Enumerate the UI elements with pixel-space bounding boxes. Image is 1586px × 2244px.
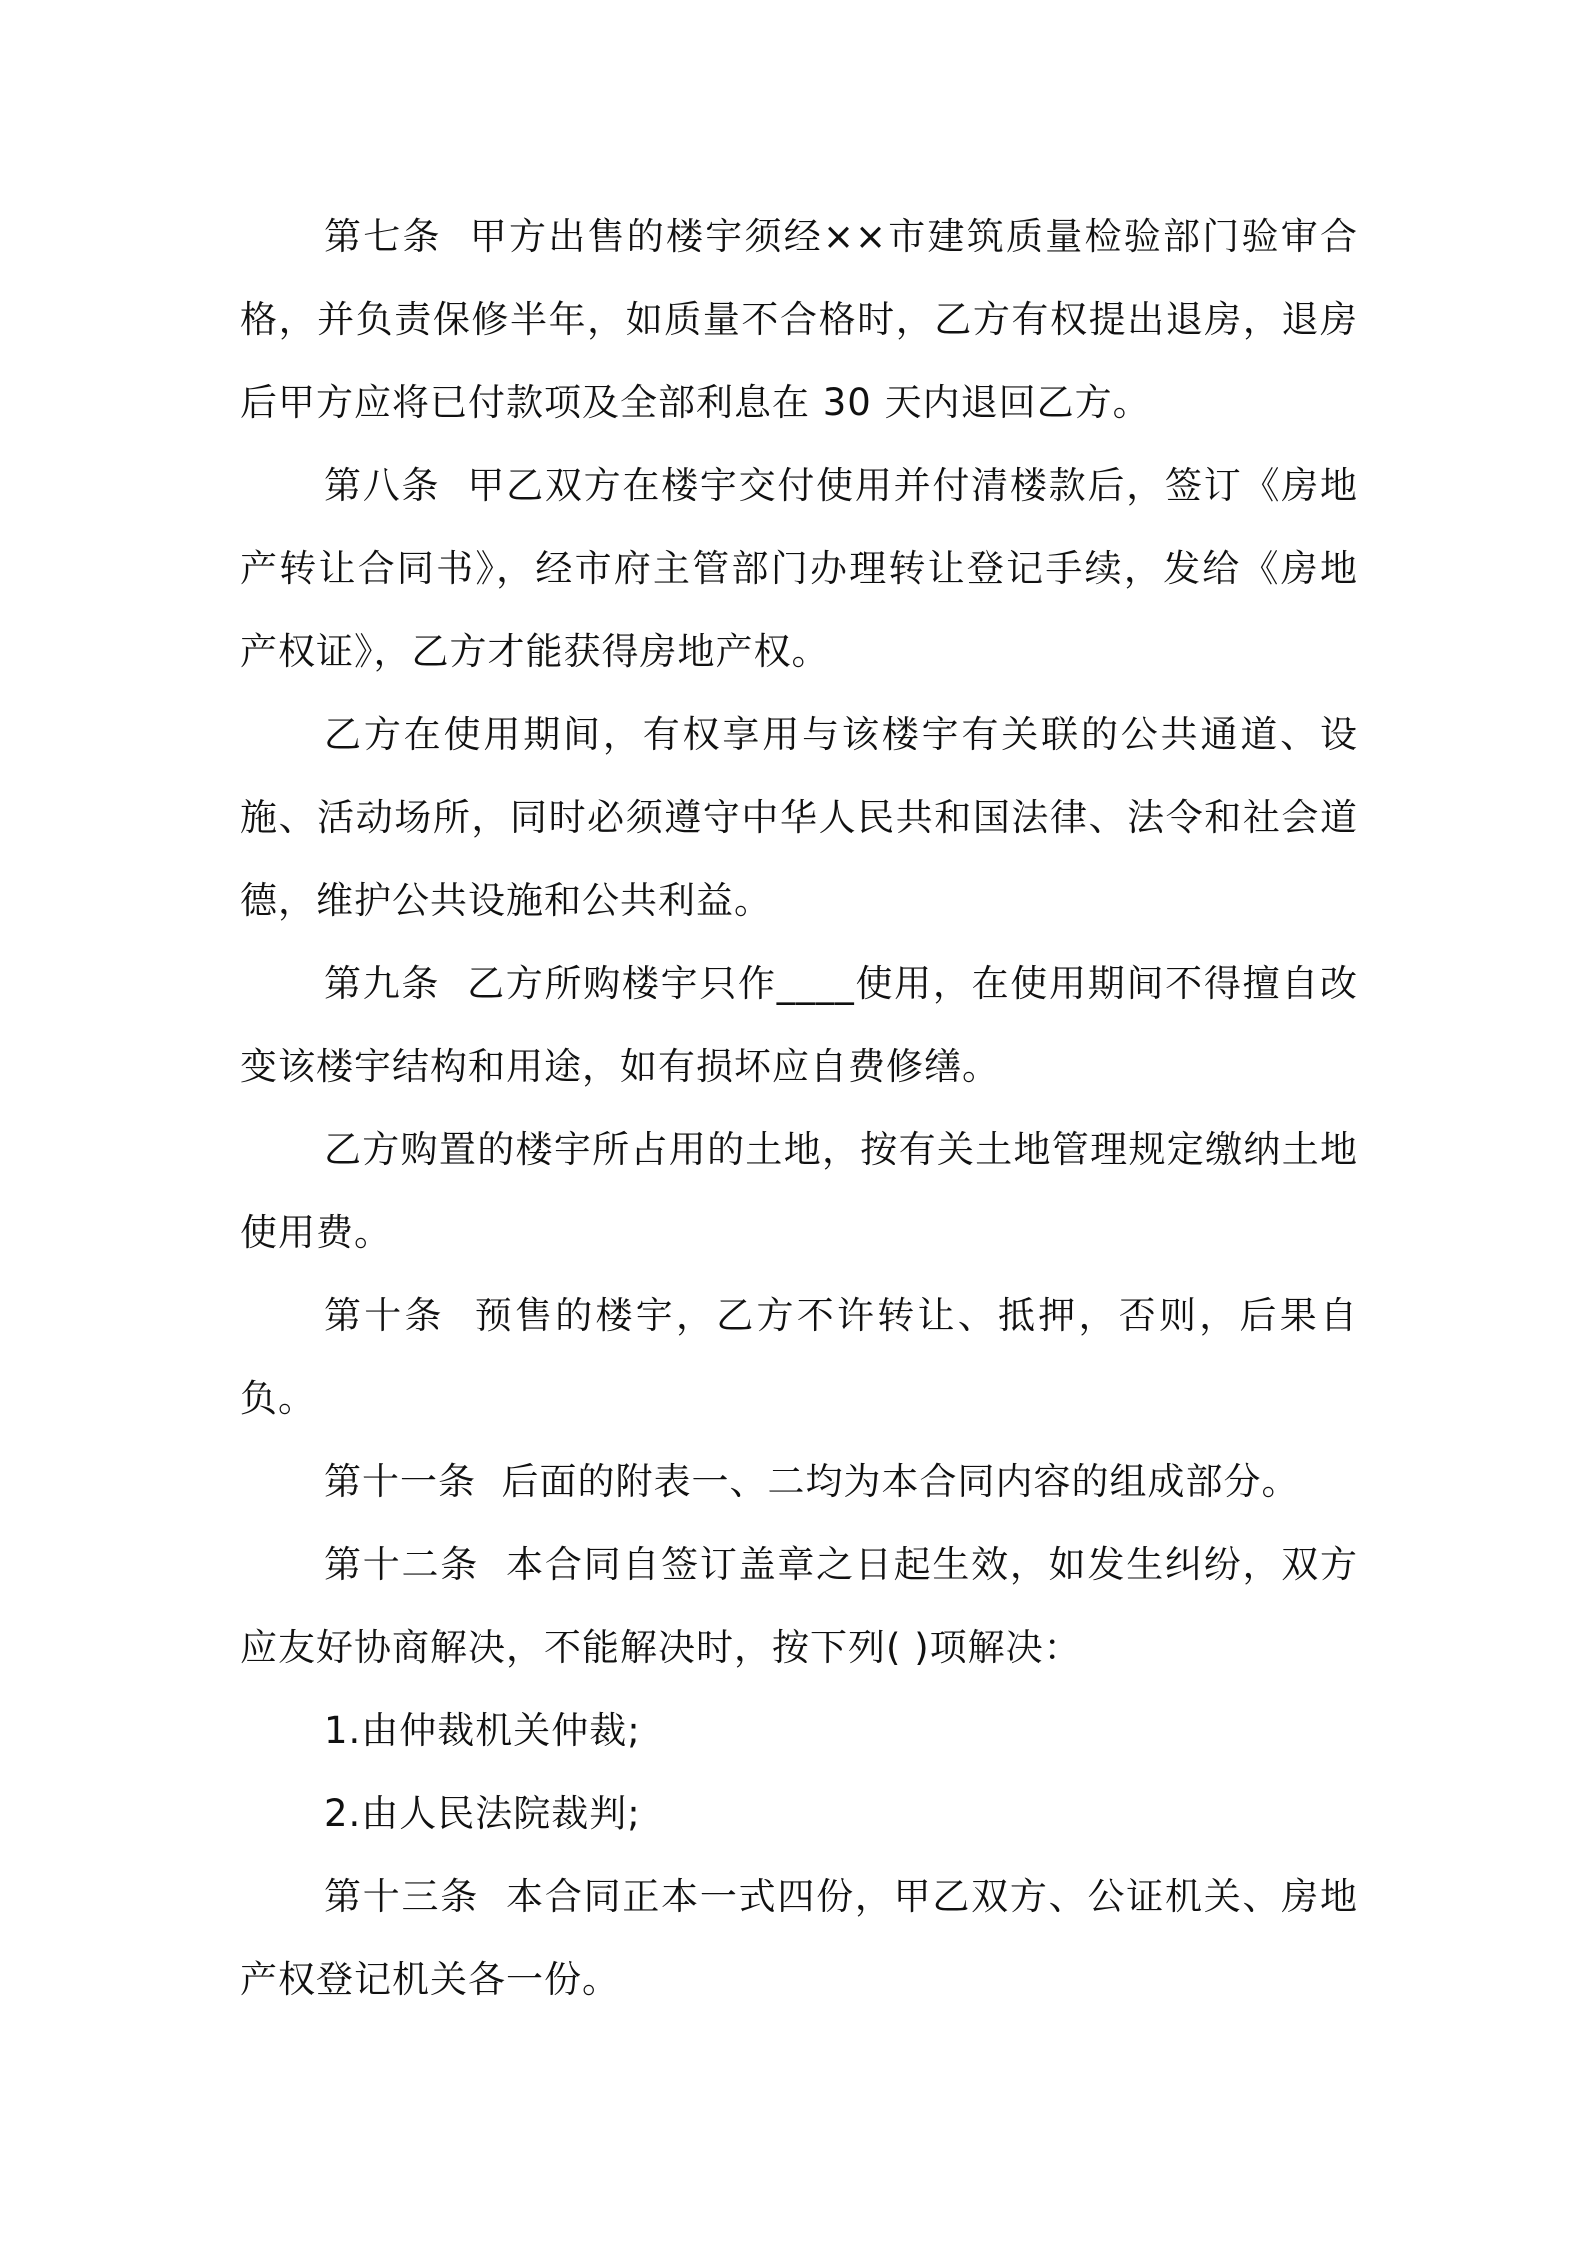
dispute-option-2: 2.由人民法院裁判; xyxy=(324,1792,641,1835)
article-9-paragraph: 第九条 乙方所购楼宇只作____使用，在使用期间不得擅自改变该楼宇结构和用途，如有损坏应自费修缮。 xyxy=(240,962,1358,1088)
article-11-paragraph: 第十一条 后面的附表一、二均为本合同内容的组成部分。 xyxy=(324,1460,1300,1503)
article-8-paragraph: 第八条 甲乙双方在楼宇交付使用并付清楼款后，签订《房地产转让合同书》，经市府主管部门办理转让登记手续，发给《房地产权证》，乙方才能获得房地产权。 xyxy=(240,464,1358,673)
contract-body xyxy=(240,195,1358,2021)
article-10-paragraph: 第十条 预售的楼宇，乙方不许转让、抵押，否则，后果自负。 xyxy=(240,1294,1358,1420)
article-7-paragraph: 第七条 甲方出售的楼宇须经××市建筑质量检验部门验审合格，并负责保修半年，如质量不合格时，乙方有权提出退房，退房后甲方应将已付款项及全部利息在 30 天内退回乙方。 xyxy=(240,215,1358,424)
article-13-paragraph: 第十三条 本合同正本一式四份，甲乙双方、公证机关、房地产权登记机关各一份。 xyxy=(240,1875,1358,2001)
usage-rights-paragraph: 乙方在使用期间，有权享用与该楼宇有关联的公共通道、设施、活动场所，同时必须遵守中华人民共和国法律、法令和社会道德，维护公共设施和公共利益。 xyxy=(240,713,1358,922)
land-fee-paragraph: 乙方购置的楼宇所占用的土地，按有关土地管理规定缴纳土地使用费。 xyxy=(240,1128,1358,1254)
dispute-option-1: 1.由仲裁机关仲裁; xyxy=(324,1709,641,1752)
article-12-paragraph: 第十二条 本合同自签订盖章之日起生效，如发生纠纷，双方应友好协商解决，不能解决时，按下列( )项解决： xyxy=(240,1543,1358,1669)
